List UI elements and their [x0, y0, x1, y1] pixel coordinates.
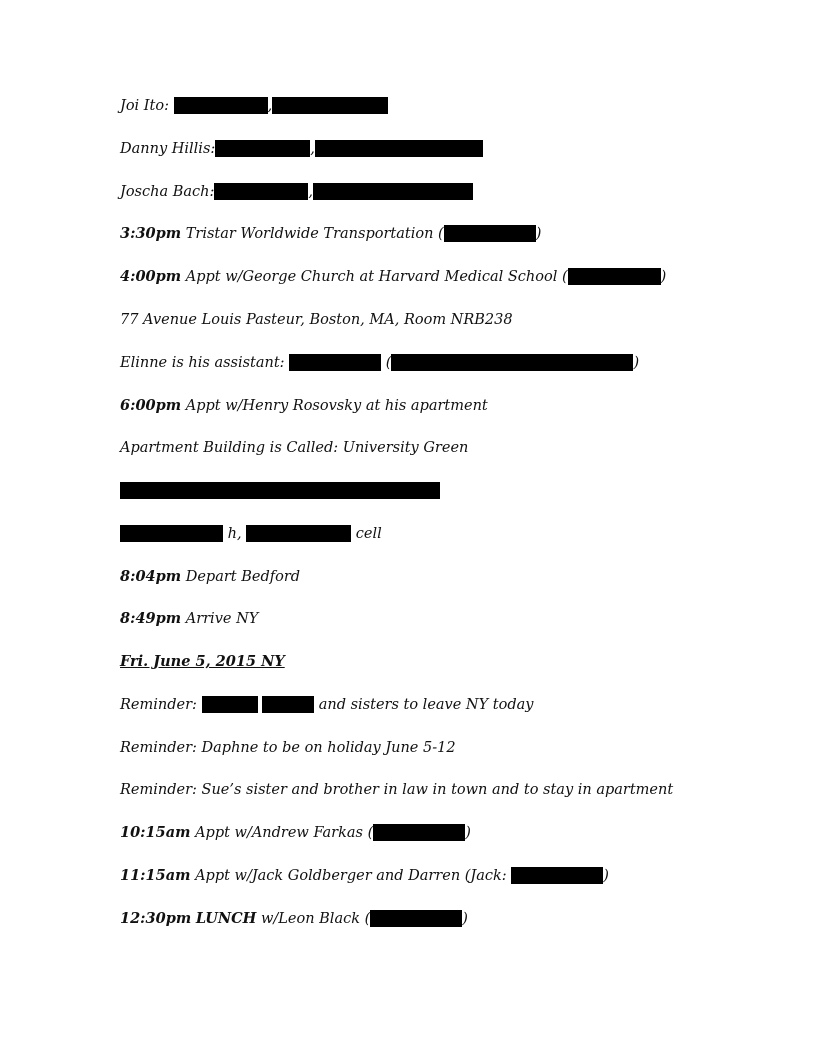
entry-text: and sisters to leave NY today: [318, 697, 534, 713]
entry-joi-ito: Joi Ito: ,: [120, 97, 388, 115]
entry-joscha-bach: Joscha Bach: ,: [120, 183, 473, 201]
redaction-block: [313, 183, 473, 200]
address-text: 77 Avenue Louis Pasteur, Boston, MA, Room NRB238: [120, 312, 513, 328]
redaction-block: [214, 183, 308, 200]
entry-text: Reminder: Sue’s sister and brother in law in town and to stay in apartment: [120, 782, 674, 798]
entry-george-church: 4:00pm Appt w/George Church at Harvard Medical School ( ): [120, 268, 667, 285]
entry-farkas: 10:15am Appt w/Andrew Farkas ( ): [120, 824, 471, 841]
redaction-block: [215, 140, 310, 157]
entry-text: Elinne is his assistant:: [120, 355, 285, 371]
entry-rosovsky: [120, 397, 488, 415]
entry-text: Reminder: Daphne to be on holiday June 5-12: [120, 740, 456, 756]
redaction-block: [120, 525, 223, 542]
redaction-block: [511, 867, 603, 884]
time-label: 4:00pm: [120, 268, 182, 285]
entry-text: Appt w/Andrew Farkas (: [195, 825, 374, 841]
time-label: 10:15am: [120, 824, 191, 841]
redaction-block: [246, 525, 351, 542]
time-label: 8:04pm: [120, 568, 182, 585]
time-label: 6:00pm: [120, 397, 182, 414]
entry-phones: h, cell: [120, 525, 382, 543]
contact-label: Joscha Bach:: [120, 184, 215, 200]
entry-text: Appt w/Jack Goldberger and Darren (Jack:: [195, 868, 507, 884]
entry-leon-black: 12:30pm LUNCH w/Leon Black ( ): [120, 910, 468, 927]
entry-text: w/Leon Black (: [260, 911, 371, 927]
time-label: 12:30pm: [120, 910, 192, 927]
contact-label: Danny Hillis:: [120, 141, 216, 157]
entry-text: Appt w/Henry Rosovsky at his apartment: [185, 398, 488, 414]
entry-reminder-2: [120, 739, 456, 757]
redaction-block: [373, 824, 465, 841]
redaction-block: [444, 225, 536, 242]
entry-building: [120, 439, 468, 457]
entry-elinne: Elinne is his assistant: ( ): [120, 355, 640, 371]
entry-goldberger: 11:15am Appt w/Jack Goldberger and Darren (Jack: ): [120, 867, 609, 884]
entry-depart: [120, 568, 300, 586]
entry-arrive: [120, 610, 258, 628]
entry-text: Reminder:: [120, 697, 197, 713]
entry-text: Tristar Worldwide Transportation (: [185, 226, 444, 242]
redaction-block: [120, 482, 440, 499]
entry-address: [120, 311, 513, 329]
redaction-block: [289, 354, 381, 371]
entry-danny-hillis: Danny Hillis: ,: [120, 140, 483, 158]
time-label: 11:15am: [120, 867, 191, 884]
redaction-block: [315, 140, 483, 157]
redaction-block: [174, 97, 268, 114]
entry-text: Appt w/George Church at Harvard Medical School (: [185, 269, 568, 285]
time-label: 3:30pm: [120, 225, 182, 242]
time-label: 8:49pm: [120, 610, 182, 627]
redaction-block: [262, 696, 314, 713]
redaction-block: [272, 97, 388, 114]
entry-reminder-1: [120, 696, 533, 714]
redaction-block: [370, 910, 462, 927]
entry-redacted-address: [120, 482, 440, 500]
lunch-label: LUNCH: [195, 910, 257, 927]
date-heading: Fri. June 5, 2015 NY: [120, 653, 285, 670]
redaction-block: [391, 354, 633, 371]
entry-text: Apartment Building is Called: University Green: [120, 440, 469, 456]
redaction-block: [202, 696, 258, 713]
contact-label: Joi Ito:: [120, 98, 169, 114]
redaction-block: [568, 268, 661, 285]
entry-tristar: 3:30pm Tristar Worldwide Transportation ( ): [120, 225, 542, 242]
entry-text: Depart Bedford: [185, 569, 301, 585]
entry-reminder-3: [120, 781, 673, 799]
entry-text: Arrive NY: [185, 611, 259, 627]
